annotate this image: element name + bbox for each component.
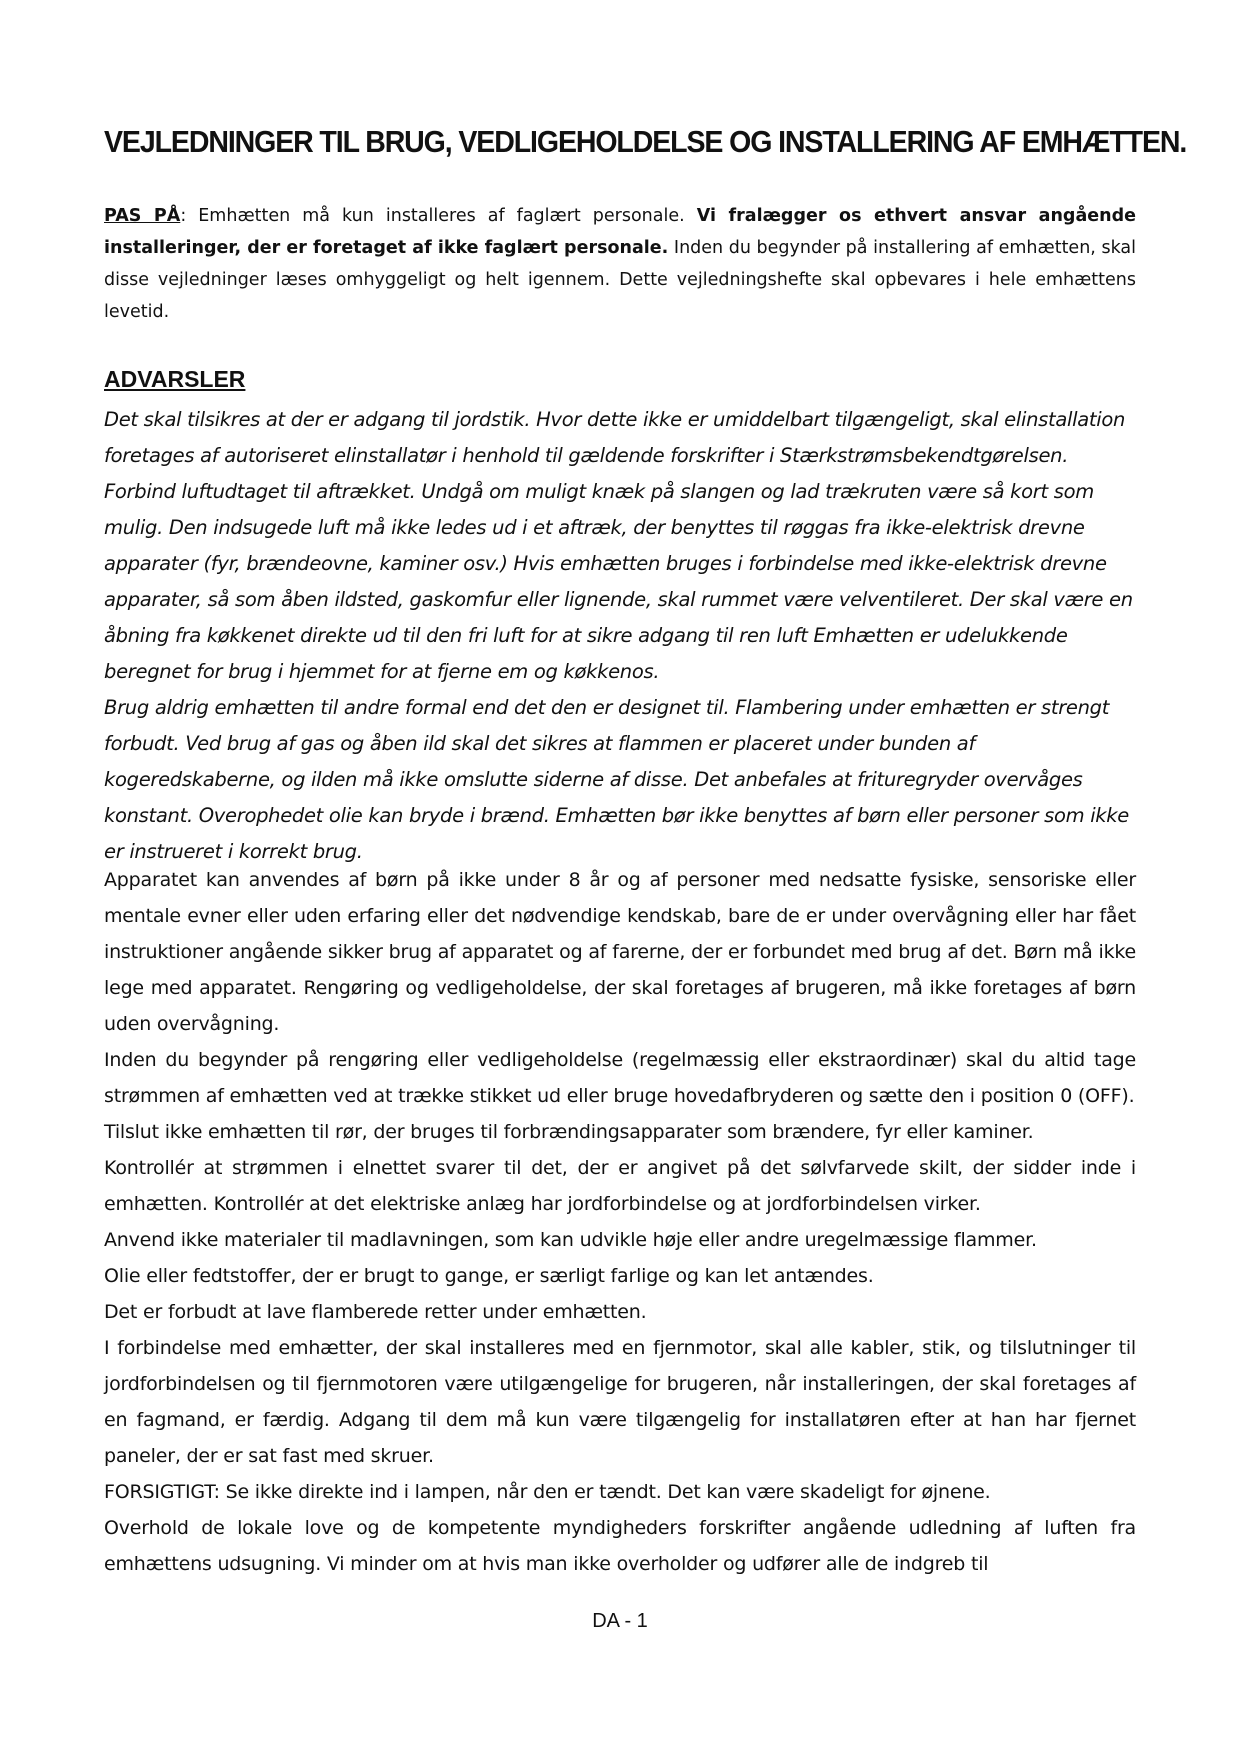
warning-paragraph: Inden du begynder på rengøring eller vedligeholdelse (regelmæssig eller ekstraordinær) skal du altid tage strømmen af emhætten ved at trække stikket ud eller bruge hovedafbryderen og sætte den i position 0 (OFF).	[104, 1049, 1136, 1107]
warnings-heading: ADVARSLER	[104, 366, 246, 392]
page-title: VEJLEDNINGER TIL BRUG, VEDLIGEHOLDELSE OG INSTALLERING AF EMHÆTTEN.	[104, 124, 1187, 159]
warnings-italic-block	[104, 402, 1136, 870]
warning-paragraph: Det er forbudt at lave flamberede retter under emhætten.	[104, 1301, 647, 1323]
warning-paragraph: FORSIGTIGT: Se ikke direkte ind i lampen, når den er tændt. Det kan være skadeligt for øjnene.	[104, 1481, 991, 1503]
intro-text-end: Inden du begynder på installering af emhætten, skal disse vejledninger læses omhyggeligt og helt igennem. Dette vejledningshefte skal opbevares i hele emhættens levetid.	[104, 238, 1136, 322]
warning-paragraph: Anvend ikke materialer til madlavningen, som kan udvikle høje eller andre uregelmæssige flammer.	[104, 1229, 1037, 1251]
warning-paragraph: Kontrollér at strømmen i elnettet svarer til det, der er angivet på det sølvfarvede skilt, der sidder inde i emhætten. Kontrollér at det elektriske anlæg har jordforbindelse og at jordforbindelsen virker.	[104, 1157, 1136, 1215]
caution-label: PAS PÅ	[104, 206, 181, 226]
document-page	[104, 0, 1187, 1754]
warnings-list	[104, 862, 1136, 1582]
warning-paragraph: Olie eller fedtstoffer, der er brugt to gange, er særligt farlige og kan let antændes.	[104, 1265, 874, 1287]
page-number: DA - 1	[592, 1610, 648, 1632]
warning-paragraph: Apparatet kan anvendes af børn på ikke under 8 år og af personer med nedsatte fysiske, sensoriske eller mentale evner eller uden erfaring eller det nødvendige kendskab, bare de er under overvågning eller har fået instruktioner angående sikker brug af apparatet og af farerne, der er forbundet med brug af det. Børn må ikke lege med apparatet. Rengøring og vedligeholdelse, der skal foretages af brugeren, må ikke foretages af børn uden overvågning.	[104, 869, 1136, 1035]
warning-italic-paragraph: Brug aldrig emhætten til andre formal end det den er designet til. Flambering under emhætten er strengt forbudt. Ved brug af gas og åben ild skal det sikres at flammen er placeret under bunden af kogeredskaberne, og ilden må ikke omslutte siderne af disse. Det anbefales at frituregryder overvåges konstant. Overophedet olie kan bryde i brænd. Emhætten bør ikke benyttes af børn eller personer som ikke er instrueret i korrekt brug.	[104, 696, 1129, 863]
warning-paragraph: I forbindelse med emhætter, der skal installeres med en fjernmotor, skal alle kabler, stik, og tilslutninger til jordforbindelsen og til fjernmotoren være utilgængelige for brugeren, når installeringen, der skal foretages af en fagmand, er færdig. Adgang til dem må kun være tilgængelig for installatøren efter at han har fjernet paneler, der er sat fast med skruer.	[104, 1337, 1136, 1467]
intro-text-start: Emhætten må kun installeres af faglært personale.	[198, 206, 697, 226]
intro-disclaimer: Vi fralægger os ethvert ansvar angående installeringer, der er foretaget af ikke faglært personale.	[104, 206, 1136, 258]
warning-italic-paragraph: Det skal tilsikres at der er adgang til jordstik. Hvor dette ikke er umiddelbart tilgængeligt, skal elinstallation foretages af autoriseret elinstallatør i henhold til gældende forskrifter i Stærkstrømsbekendtgørelsen. Forbind luftudtaget til aftrækket. Undgå om muligt knæk på slangen og lad trækruten være så kort som mulig. Den indsugede luft må ikke ledes ud i et aftræk, der benyttes til røggas fra ikke-elektrisk drevne apparater (fyr, brændeovne, kaminer osv.) Hvis emhætten bruges i forbindelse med ikke-elektrisk drevne apparater, så som åben ildsted, gaskomfur eller lignende, skal rummet være velventileret. Der skal være en åbning fra køkkenet direkte ud til den fri luft for at sikre adgang til ren luft Emhætten er udelukkende beregnet for brug i hjemmet for at fjerne em og køkkenos.	[104, 408, 1133, 683]
intro-paragraph	[104, 200, 1136, 328]
caution-colon: :	[180, 206, 199, 226]
warning-paragraph: Tilslut ikke emhætten til rør, der bruges til forbrændingsapparater som brændere, fyr eller kaminer.	[104, 1121, 1034, 1143]
warning-paragraph: Overhold de lokale love og de kompetente myndigheders forskrifter angående udledning af luften fra emhættens udsugning. Vi minder om at hvis man ikke overholder og udfører alle de indgreb til	[104, 1517, 1136, 1575]
